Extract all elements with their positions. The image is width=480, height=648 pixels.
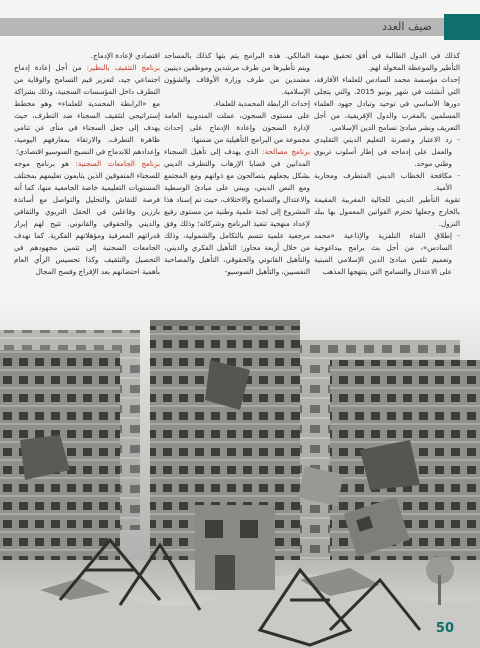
column-right	[314, 50, 460, 312]
paragraph: - إطلاق القناة التلفزية والإذاعية «محمد السادس»، من أجل بث برامج بيداغوجية وتعميم تلقين مبادئ الدين الإسلامي المبنية على الاعتدال والتسامح التي ينتهجها المذهب	[314, 230, 460, 278]
column-left	[14, 50, 160, 312]
header-accent-block	[444, 14, 480, 40]
article-columns	[0, 50, 480, 310]
paragraph: - مكافحة الخطاب الديني المتطرف ومحاربة الأمية.	[314, 170, 460, 194]
page-number: 50	[435, 621, 454, 636]
paragraph: كذلك في الدول الطالبة في أفق تحقيق مهمة التأطير والموعظة المخولة لهم.	[314, 51, 460, 72]
paragraph: على مستوى السجون، عملت المندوبية العامة لإدارة السجون وإعادة الإدماج على إحداث مجموعة من البرامج التأهيلية من ضمنها:	[164, 111, 310, 144]
paragraph: إحداث الرابطة المحمدية للعلماء.	[213, 99, 310, 108]
paragraph-text: الذي يهدف إلى تأهيل السجناء المدانين في قضايا الإرهاب والتطرف الديني بشكل يجعلهم يتصالحون مع ذواتهم ومع المجتمع ومع النص الديني، ويبني على مبادئ الوسطية والاعتدال والتسامح والاختلاف، حيث تم إسناد هذا المشروع إلى لجنة علمية وطنية من مستوى رفيع لإعداد منهجية تنفيذ البرنامج وشركائه؛ وذلك وفق مرجعية علمية تتسم بالتكامل والشمولية، وذلك من خلال أربعة محاور: التأهيل الفكري والديني، والتأهيل القانوني والحقوقي، التأهيل والمصاحبة النفسيين، والتأهيل السوسيو-	[164, 147, 310, 276]
paragraph: اقتصادي لإعادة الإدماج.	[90, 51, 160, 60]
paragraph: إحداث مؤسسة محمد السادس للعلماء الأفارقة، التي أنشئت في شهر يونيو 2015، والتي يتجلى دورها الأساسي في توحيد وتبادل جهود العلماء المسلمين بالمغرب والدول الإفريقية، من أجل التعريف ونشر مبادئ تسامح الدين الإسلامي.	[314, 75, 460, 132]
ruined-buildings-illustration	[0, 300, 480, 648]
paragraph: تقوية التأطير الديني للجالية المغربية المقيمة بالخارج وجعلها تحترم القوانين المعمول بها ببلد النزول.	[314, 195, 460, 228]
paragraph	[164, 146, 310, 278]
paragraph	[14, 62, 160, 158]
paragraph-text: من أجل إعادة إدماج اجتماعي جيد، لتعزيز قيم التسامح والوقاية من التطرف داخل المؤسسات السجنية، وذلك بشراكة مع «الرابطة المحمدية للعلماء» وهو مخطط إستراتيجي لتثقيف السجناء ضد التطرف، حيث يهدف إلى جعل السجناء في منأى عن تنامي ظاهرة التطرف، والارتقاء بمعارفهم اليومية، وإعدادهم للاندماج في النسيج السوسيو اقتصادي؛	[14, 63, 160, 156]
paragraph	[14, 158, 160, 278]
column-middle	[164, 50, 310, 312]
program-heading: برنامج مصالحة:	[262, 147, 310, 156]
paragraph: - رد الاعتبار وعصرنة التعليم الديني التقليدي والعمل على إدماجه في إطار أسلوب تربوي وطني موحد.	[314, 134, 460, 170]
section-title: ضيف العدد	[382, 20, 432, 33]
program-heading: برنامج الجامعات السجنية:	[75, 159, 160, 168]
paragraph: المالكي. هذه البرامج يتم بثها كذلك بالمساجد ويتم تأطيرها من طرف مرشدين وموظفين دينيين معتمدين من طرف وزارة الأوقاف والشؤون الإسلامية.	[164, 51, 310, 96]
program-heading: برنامج التثقيف بالنظير:	[86, 63, 160, 72]
paragraph-text: هو برنامج موجه للسجناء المتفوقين الذين يتابعون تعليمهم بمختلف المستويات التعليمية خاصة الجامعية منها، كما أنه فرصة للنقاش والتحليل والتواصل مع أساتذة بارزين وفاعلين في الحقل التربوي والثقافي والديني والحقوقي والقانوني. تتيح لهم إبراز قدراتهم المعرفية ومؤهلاتهم الفكرية. كما تهدف الجامعات السجنية إلى تثمين مجهودهم في التحصيل والتثقيف وكذا تحسيس الرأي العام بأهمية احتضانهم بعد الإفراج وفسح المجال	[14, 159, 160, 276]
